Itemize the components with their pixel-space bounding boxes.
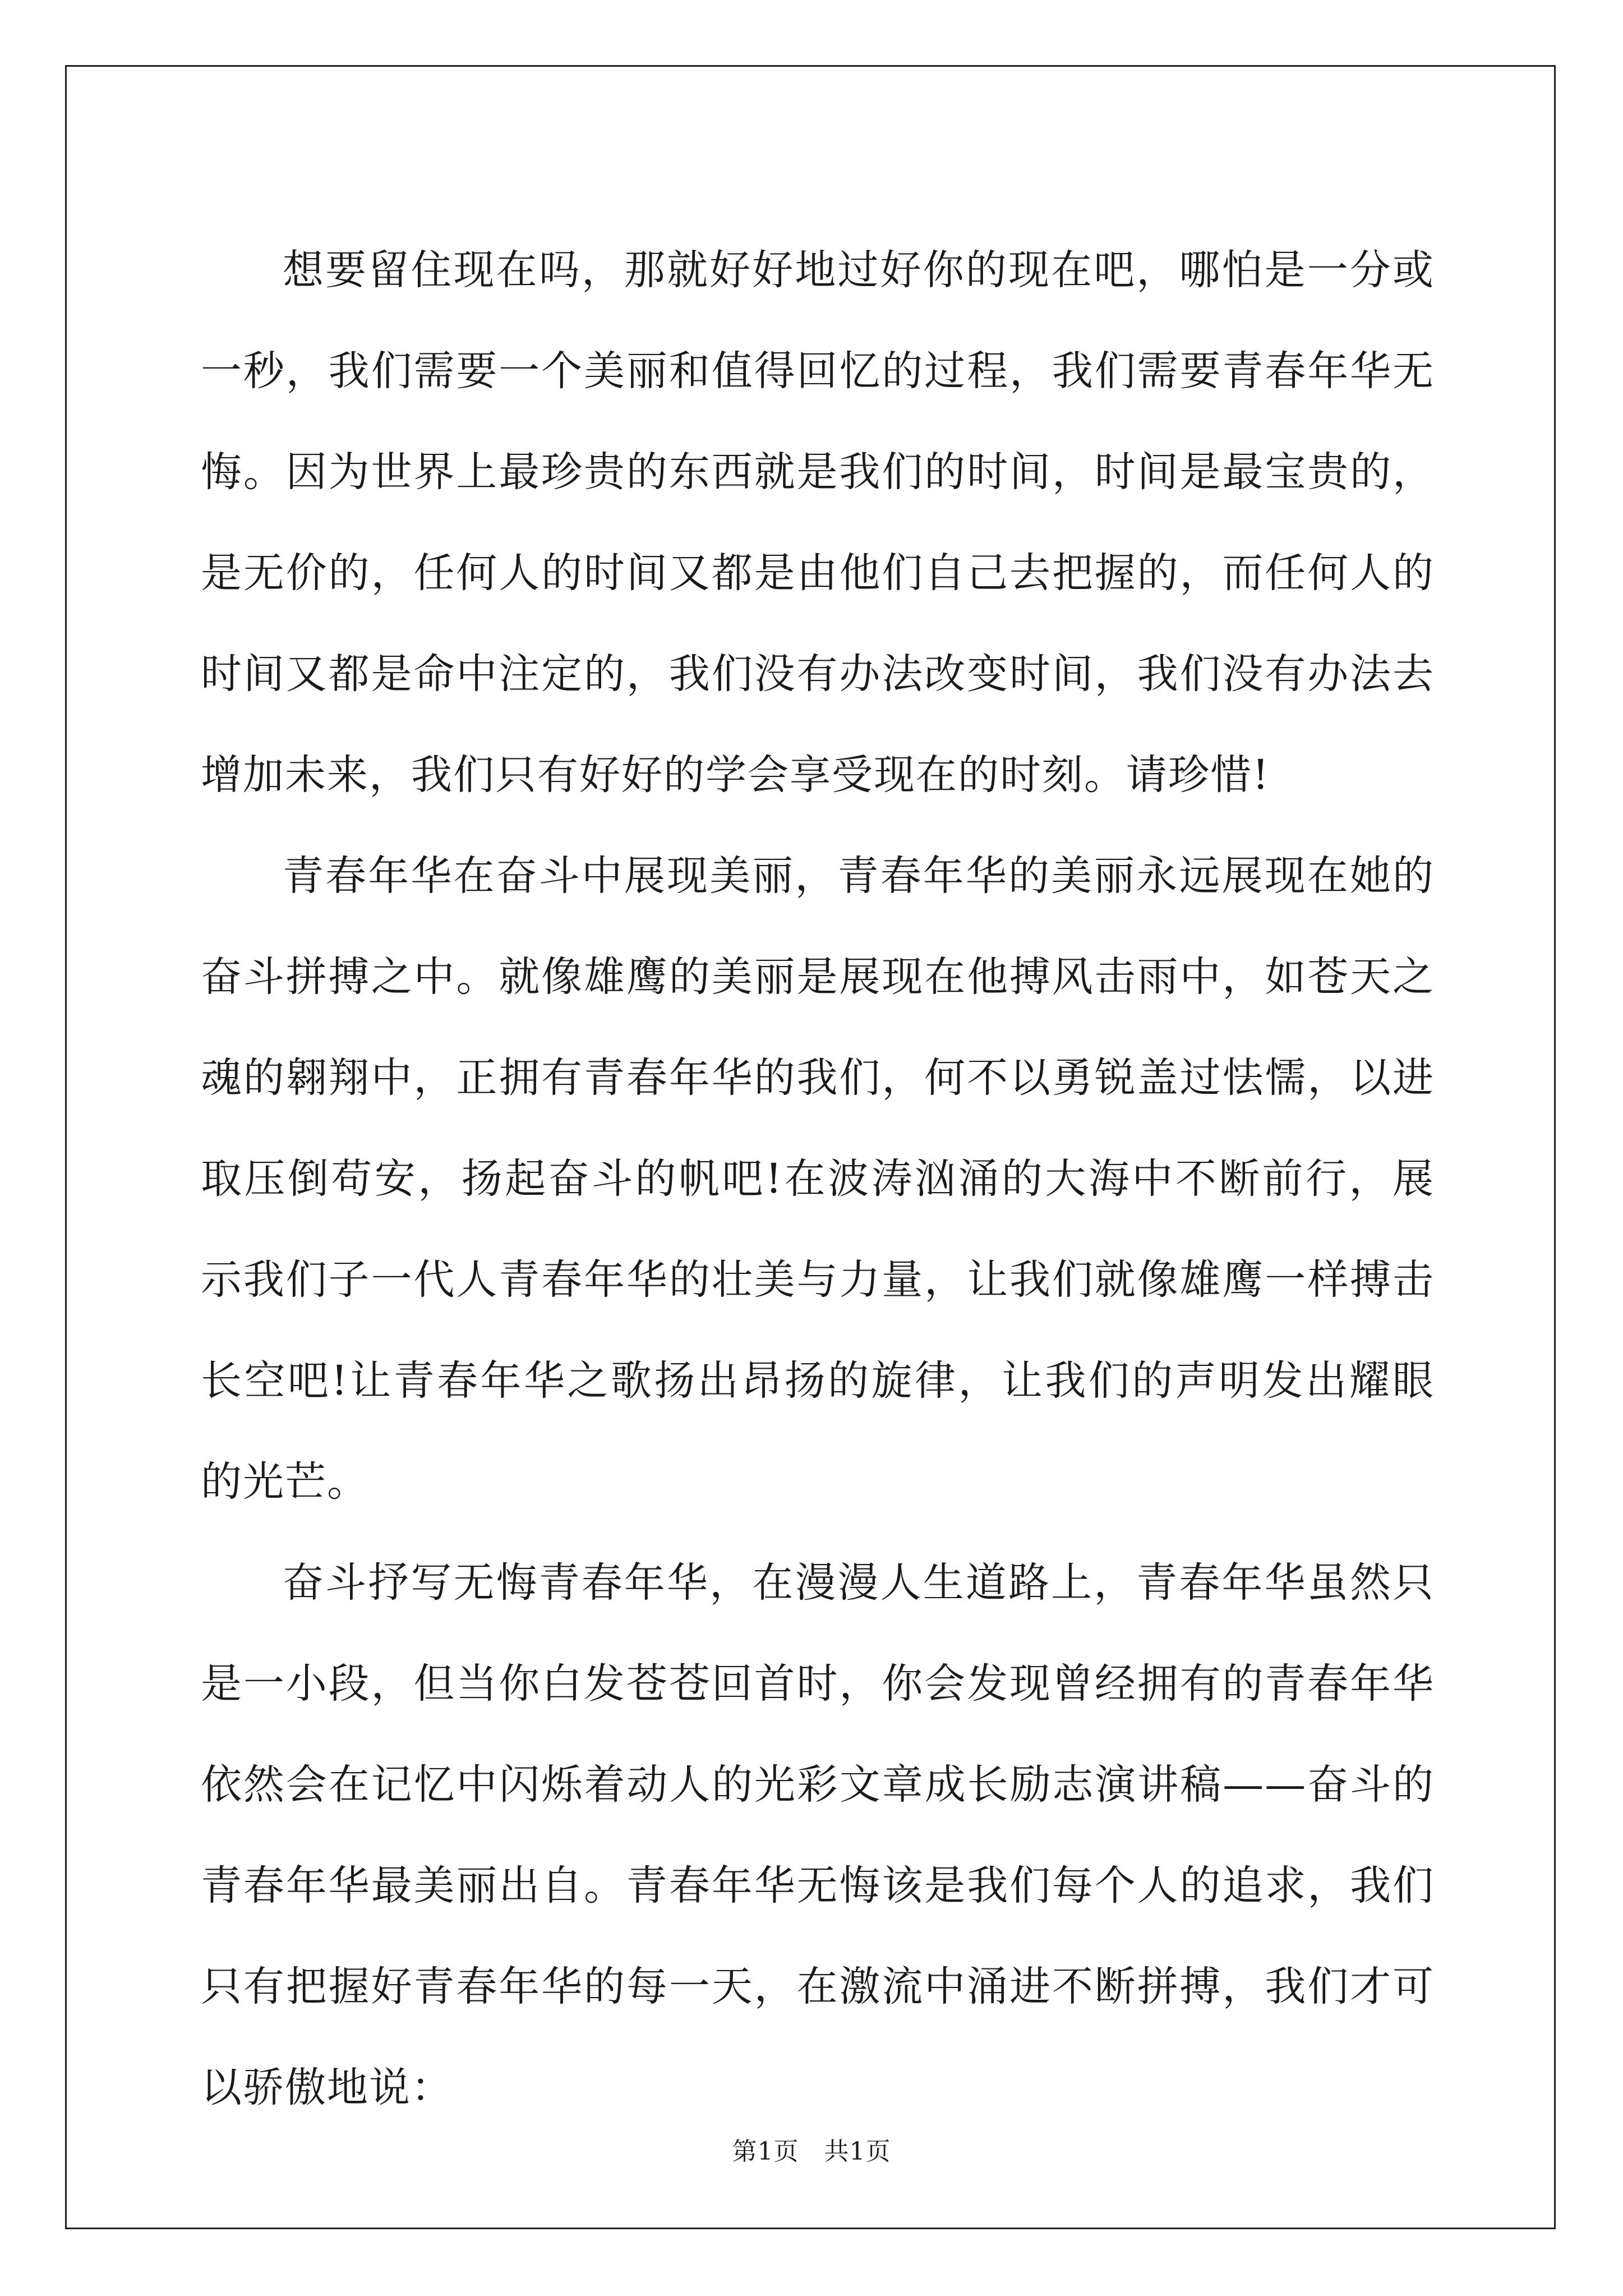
document-body [201, 220, 1435, 2138]
paragraph-2: 青春年华在奋斗中展现美丽，青春年华的美丽永远展现在她的奋斗拼搏之中。就像雄鹰的美丽是展现在他搏风击雨中，如苍天之魂的翱翔中，正拥有青春年华的我们，何不以勇锐盖过怯懦，以进取压倒苟安，扬起奋斗的帆吧!在波涛汹涌的大海中不断前行，展示我们子一代人青春年华的壮美与力量，让我们就像雄鹰一样搏击长空吧!让青春年华之歌扬出昂扬的旋律，让我们的声明发出耀眼的光芒。 [201, 852, 1435, 1506]
page-footer: 第1页 共1页 [732, 2137, 891, 2166]
paragraph-1: 想要留住现在吗，那就好好地过好你的现在吧，哪怕是一分或一秒，我们需要一个美丽和值得回忆的过程，我们需要青春年华无悔。因为世界上最珍贵的东西就是我们的时间，时间是最宝贵的，是无价的，任何人的时间又都是由他们自己去把握的，而任何人的时间又都是命中注定的，我们没有办法改变时间，我们没有办法去增加未来，我们只有好好的学会享受现在的时刻。请珍惜! [201, 246, 1435, 799]
paragraph-3: 奋斗抒写无悔青春年华，在漫漫人生道路上，青春年华虽然只是一小段，但当你白发苍苍回首时，你会发现曾经拥有的青春年华依然会在记忆中闪烁着动人的光彩文章成长励志演讲稿——奋斗的青春年华最美丽出自。青春年华无悔该是我们每个人的追求，我们只有把握好青春年华的每一天，在激流中涌进不断拼搏，我们才可以骄傲地说： [201, 1559, 1435, 2111]
